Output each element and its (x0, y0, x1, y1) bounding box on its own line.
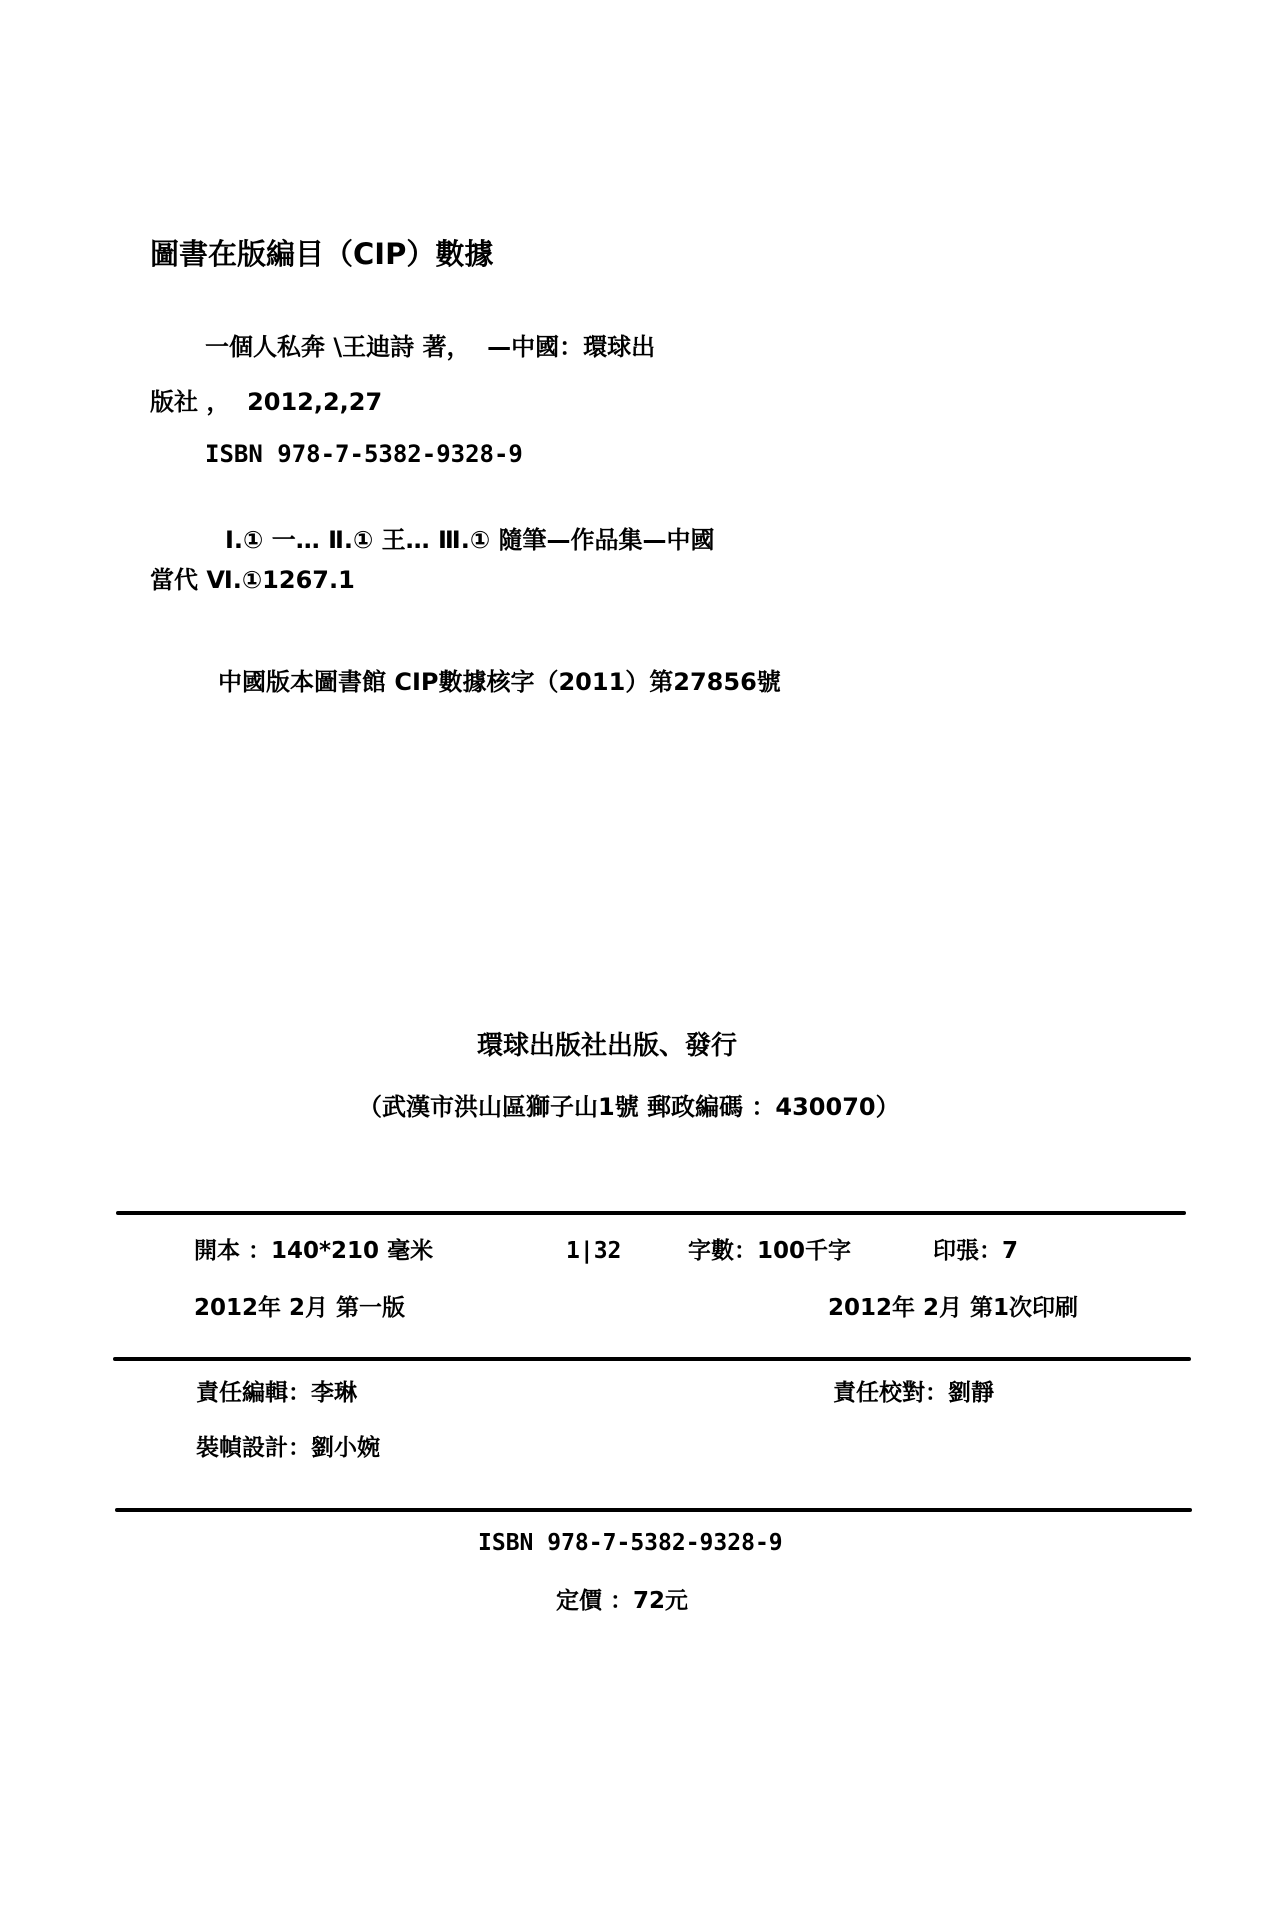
spec-format: 開本 ：140*210 毫米 (194, 1238, 434, 1264)
spec-sheets: 印張：7 (933, 1238, 1019, 1264)
cip-isbn: ISBN 978-7-5382-9328-9 (205, 440, 523, 468)
cip-book-entry-line1: 一個人私奔 \王迪詩 著， —中國：環球出 (205, 333, 656, 361)
spec-printing: 2012年 2月 第1次印刷 (828, 1295, 1079, 1321)
credit-designer: 裝幀設計：劉小婉 (196, 1435, 380, 1461)
cip-book-entry-line2: 版社 ， 2012,2,27 (150, 388, 383, 416)
spec-fold: 1|32 (566, 1238, 622, 1264)
footer-price: 定價 ：72元 (556, 1588, 689, 1614)
spec-word-count: 字數：100千字 (688, 1238, 852, 1264)
divider-top (116, 1211, 1186, 1215)
footer-isbn: ISBN 978-7-5382-9328-9 (478, 1530, 783, 1556)
credit-editor: 責任編輯：李琳 (196, 1380, 357, 1406)
cip-classification-line1: Ⅰ.① 一… Ⅱ.① 王… Ⅲ.① 隨筆—作品集—中國 (225, 526, 715, 554)
publisher-address: （武漢市洪山區獅子山1號 郵政編碼 ：430070） (358, 1093, 900, 1121)
credit-proofreader: 責任校對：劉靜 (833, 1380, 994, 1406)
cip-classification-line2: 當代 Ⅵ.①1267.1 (150, 566, 355, 594)
spec-edition: 2012年 2月 第一版 (194, 1295, 406, 1321)
divider-bottom (115, 1508, 1192, 1512)
cip-record-number: 中國版本圖書館 CIP數據核字（2011）第27856號 (218, 668, 781, 696)
publisher-name: 環球出版社出版、發行 (477, 1031, 738, 1061)
divider-middle (113, 1357, 1191, 1361)
cip-title: 圖書在版編目（CIP）數據 (150, 237, 494, 271)
